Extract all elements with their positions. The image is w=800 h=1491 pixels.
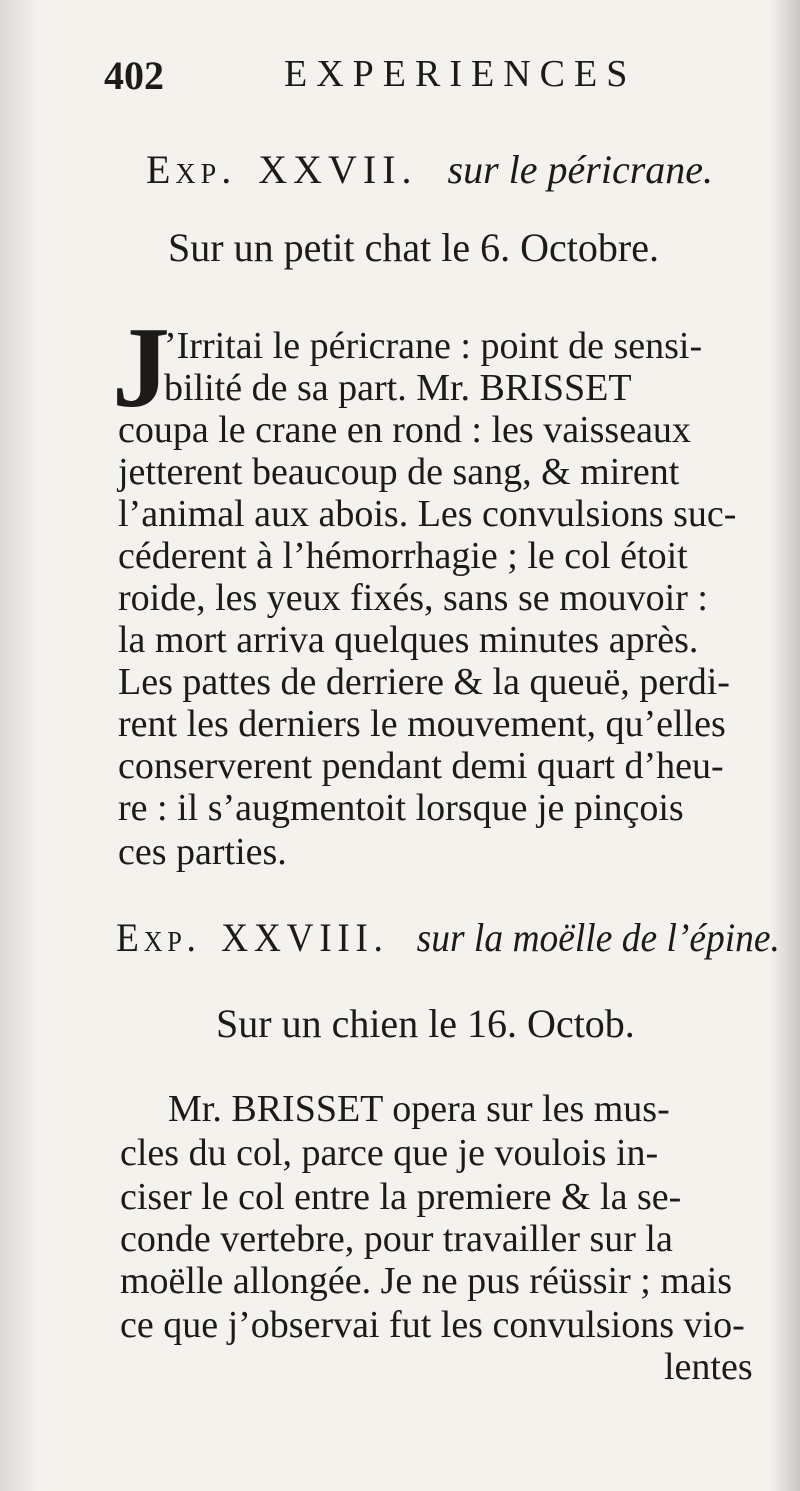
section1-line: céderent à l’hémorrhagie ; le col étoit: [118, 535, 688, 577]
section2-line: cles du col, parce que je voulois in-: [120, 1132, 659, 1174]
section2-subtitle: Sur un chien le 16. Octob.: [216, 1001, 635, 1046]
section1-line: ces parties.: [118, 831, 287, 873]
section2-line: conde vertebre, pour travailler sur la: [120, 1218, 673, 1260]
section2-line: ciser le col entre la premiere & la se-: [120, 1176, 682, 1218]
running-title: EXPERIENCES: [284, 53, 637, 95]
section1-heading-topic: sur le péricrane.: [447, 147, 714, 192]
section1-heading-label: Exp.: [146, 147, 237, 192]
section1-line: Les pattes de derriere & la queuë, perdi-: [118, 661, 730, 703]
section2-heading: [116, 915, 780, 960]
section1-heading-number: XXVII.: [258, 147, 418, 192]
section1-subtitle: Sur un petit chat le 6. Octobre.: [168, 225, 659, 270]
section2-line: ce que j’observai fut les convulsions vio-: [120, 1304, 745, 1346]
section1-line: re : il s’augmentoit lorsque je pinçois: [118, 787, 684, 829]
section1-line: coupa le crane en rond : les vaisseaux: [118, 409, 691, 451]
section2-heading-topic: sur la moëlle de l’épine.: [416, 915, 780, 960]
section2-line: lentes: [664, 1346, 753, 1388]
section1-line: conserverent pendant demi quart d’heu-: [118, 745, 724, 787]
section2-line: Mr. BRISSET opera sur les mus-: [168, 1088, 670, 1130]
section1-line: roide, les yeux fixés, sans se mouvoir :: [118, 577, 708, 619]
section2-heading-label: Exp.: [116, 915, 201, 960]
page-header: [104, 52, 664, 102]
section1-line: bilité de sa part. Mr. BRISSET: [164, 367, 632, 409]
section1-line: ’Irritai le péricrane : point de sensi-: [164, 325, 703, 367]
page-number: 402: [104, 53, 164, 98]
section1-line: jetterent beaucoup de sang, & mirent: [118, 451, 680, 493]
section1-heading: [146, 147, 714, 192]
section1-line: la mort arriva quelques minutes après.: [118, 619, 699, 661]
drop-capital: J: [112, 304, 170, 432]
section1-line: l’animal aux abois. Les convulsions suc-: [118, 493, 737, 535]
section1-line: rent les derniers le mouvement, qu’elles: [118, 703, 726, 745]
section2-line: moëlle allongée. Je ne pus réüssir ; mais: [120, 1260, 733, 1302]
section2-heading-number: XXVIII.: [221, 915, 389, 960]
